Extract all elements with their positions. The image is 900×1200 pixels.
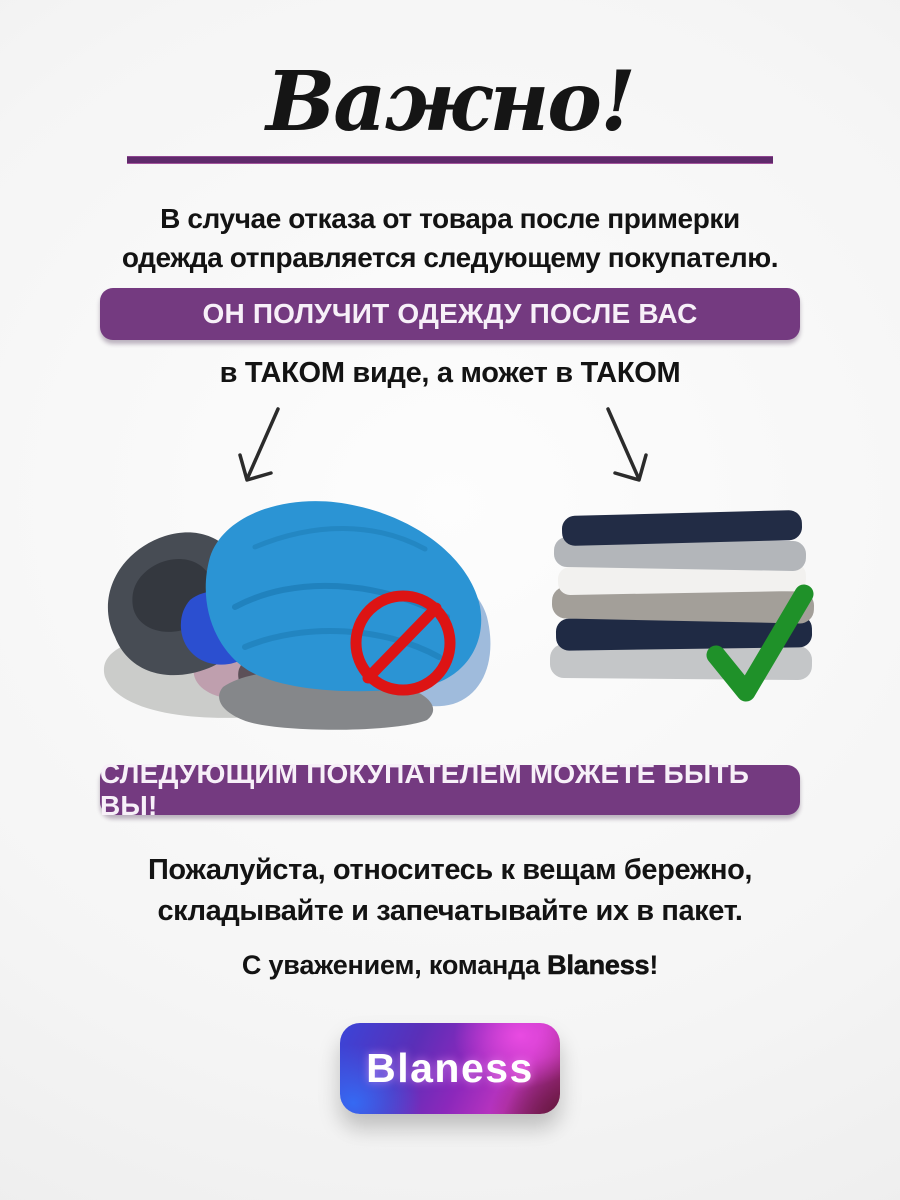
stack-layer	[562, 510, 803, 546]
no-entry-icon	[345, 586, 461, 702]
care-line-2: складывайте и запечатывайте их в пакет.	[157, 895, 743, 927]
banner-next-buyer-label: СЛЕДУЮЩИМ ПОКУПАТЕЛЕМ МОЖЕТЕ БЫТЬ ВЫ!	[100, 758, 750, 821]
blaness-logo-text: Blaness	[366, 1045, 534, 1091]
arrow-down-left-icon	[228, 403, 298, 495]
signoff-text	[0, 950, 900, 981]
condition-subtitle: в ТАКОМ виде, а может в ТАКОМ	[219, 357, 681, 389]
care-text	[0, 850, 900, 932]
intro-line-2: одежда отправляется следующему покупателю.	[121, 242, 779, 273]
signoff-suffix: !	[649, 950, 659, 980]
banner-next-buyer	[100, 758, 800, 821]
arrow-down-right-icon	[588, 403, 658, 495]
title-underline	[127, 157, 773, 163]
checkmark-icon	[700, 580, 820, 712]
intro-text	[0, 199, 900, 277]
signoff-brand: Blaness	[547, 950, 650, 980]
care-line-1: Пожалуйста, относитесь к вещам бережно,	[147, 854, 753, 886]
blaness-logo	[340, 1023, 560, 1114]
intro-line-1: В случае отказа от товара после примерки	[160, 203, 740, 234]
page-title: Важно!	[266, 54, 634, 150]
signoff-prefix: С уважением, команда	[241, 950, 548, 980]
banner-after-you	[100, 288, 800, 340]
banner-after-you-label: ОН ПОЛУЧИТ ОДЕЖДУ ПОСЛЕ ВАС	[202, 298, 698, 329]
